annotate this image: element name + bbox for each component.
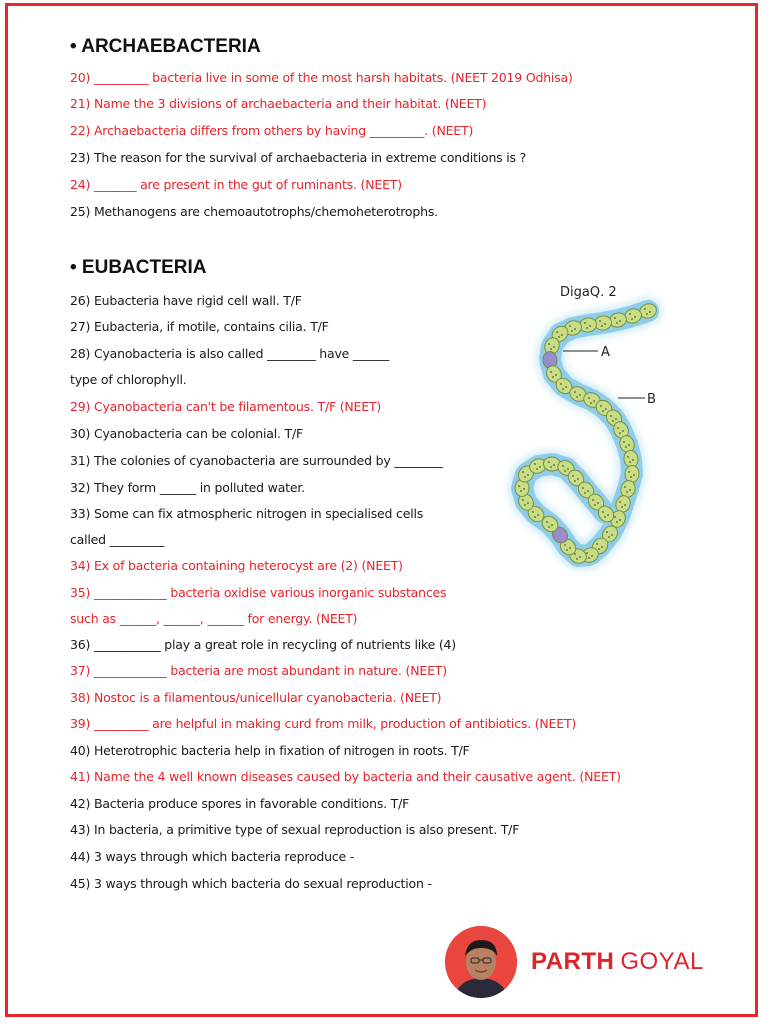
brand-name (531, 948, 704, 976)
question-39: 39) _________ are helpful in making curd from milk, production of antibiotics. (NEET) (70, 716, 577, 731)
cell-granule (605, 408, 607, 410)
cell-granule (606, 531, 608, 533)
cell-granule (523, 488, 525, 490)
cell-granule (574, 553, 576, 555)
cell-granule (616, 521, 618, 523)
cell-granule (567, 468, 569, 470)
cell-granule (571, 330, 573, 332)
cell-granule (629, 313, 631, 315)
cell-granule (527, 474, 529, 476)
cell-granule (598, 548, 600, 550)
cell-granule (610, 415, 612, 417)
question-30: 30) Cyanobacteria can be colonial. T/F (70, 426, 303, 441)
cell-granule (574, 328, 576, 330)
cell-granule (631, 318, 633, 320)
question-22: 22) Archaebacteria differs from others by having _________. (NEET) (70, 123, 474, 138)
cell-granule (558, 336, 560, 338)
cell-granule (536, 468, 538, 470)
question-40: 40) Heterotrophic bacteria help in fixation of nitrogen in roots. T/F (70, 743, 470, 758)
cell-granule (518, 485, 520, 487)
cell-granule (629, 461, 631, 463)
cell-granule (576, 558, 578, 560)
cell-granule (572, 475, 574, 477)
cell-granule (588, 397, 590, 399)
cell-granule (619, 501, 621, 503)
cell-granule (565, 386, 567, 388)
question-45: 45) 3 ways through which bacteria do sexual reproduction - (70, 876, 432, 891)
question-37: 37) ____________ bacteria are most abundant in nature. (NEET) (70, 663, 447, 678)
cell-granule (625, 446, 627, 448)
cell-granule (569, 547, 571, 549)
question-24: 24) _______ are present in the gut of ruminants. (NEET) (70, 177, 402, 192)
question-34: 34) Ex of bacteria containing heterocyst are (2) (NEET) (70, 558, 403, 573)
cell-granule (607, 514, 609, 516)
question-32: 32) They form ______ in polluted water. (70, 480, 305, 495)
question-35-continued: such as ______, ______, ______ for energy. (NEET) (70, 611, 358, 626)
cell-granule (562, 388, 564, 390)
cell-granule (589, 325, 591, 327)
cell-granule (646, 313, 648, 315)
cell-granule (552, 376, 554, 378)
section-title-archaebacteria: • ARCHAEBACTERIA (70, 36, 261, 57)
diagram-label-b: B (647, 392, 656, 407)
section-title-eubacteria: • EUBACTERIA (70, 257, 207, 278)
cell-granule (634, 316, 636, 318)
cell-granule (561, 334, 563, 336)
cell-granule (599, 320, 601, 322)
question-28: 28) Cyanobacteria is also called ________ have ______ (70, 346, 390, 361)
cell-granule (586, 327, 588, 329)
cell-granule (632, 459, 634, 461)
cell-granule (564, 544, 566, 546)
cell-granule (584, 322, 586, 324)
diagram-caption: DigaQ. 2 (560, 285, 617, 300)
cell-granule (627, 456, 629, 458)
question-33: 33) Some can fix atmospheric nitrogen in specialised cells (70, 506, 424, 521)
cell-granule (548, 526, 550, 528)
cell-granule (527, 502, 529, 504)
cell-granule (594, 504, 596, 506)
cell-granule (601, 325, 603, 327)
cell-granule (562, 465, 564, 467)
cell-granule (621, 506, 623, 508)
cell-granule (534, 463, 536, 465)
cell-granule (537, 514, 539, 516)
cell-granule (611, 534, 613, 536)
cell-granule (624, 504, 626, 506)
cell-granule (576, 396, 578, 398)
question-41: 41) Name the 4 well known diseases caused by bacteria and their causative agent. (NEET) (70, 769, 621, 784)
cell-granule (522, 499, 524, 501)
cell-granule (550, 466, 552, 468)
cell-granule (619, 320, 621, 322)
cell-granule (548, 343, 550, 345)
question-29: 29) Cyanobacteria can't be filamentous. T/F (NEET) (70, 399, 382, 414)
cell-granule (630, 476, 632, 478)
question-43: 43) In bacteria, a primitive type of sexual reproduction is also present. T/F (70, 822, 520, 837)
cell-granule (522, 471, 524, 473)
cell-granule (614, 317, 616, 319)
brand-badge (445, 925, 735, 999)
cell-granule (626, 491, 628, 493)
cell-granule (649, 311, 651, 313)
cell-granule (591, 555, 593, 557)
question-20: 20) _________ bacteria live in some of the most harsh habitats. (NEET 2019 Odhisa) (70, 70, 573, 85)
question-35: 35) ____________ bacteria oxidise various inorganic substances (70, 585, 447, 600)
cell-granule (588, 557, 590, 559)
author-avatar (445, 926, 517, 998)
cell-granule (612, 420, 614, 422)
question-38: 38) Nostoc is a filamentous/unicellular cyanobacteria. (NEET) (70, 690, 442, 705)
cell-granule (569, 325, 571, 327)
question-27: 27) Eubacteria, if motile, contains cilia. T/F (70, 319, 329, 334)
cell-granule (582, 487, 584, 489)
cell-granule (622, 430, 624, 432)
question-44: 44) 3 ways through which bacteria reproduce - (70, 849, 355, 864)
brand-first-name: PARTH (531, 948, 615, 975)
cell-granule (560, 383, 562, 385)
question-42: 42) Bacteria produce spores in favorable conditions. T/F (70, 796, 410, 811)
cell-granule (553, 346, 555, 348)
cell-granule (623, 441, 625, 443)
cell-granule (574, 391, 576, 393)
cell-granule (564, 470, 566, 472)
cell-granule (628, 471, 630, 473)
cell-granule (593, 400, 595, 402)
cell-granule (633, 474, 635, 476)
cell-granule (615, 418, 617, 420)
cell-granule (602, 511, 604, 513)
question-21: 21) Name the 3 divisions of archaebacteria and their habitat. (NEET) (70, 96, 487, 111)
cell-granule (553, 464, 555, 466)
cell-granule (579, 394, 581, 396)
question-28-continued: type of chlorophyll. (70, 372, 187, 387)
cell-granule (592, 499, 594, 501)
brand-last-name: GOYAL (620, 948, 704, 975)
cell-granule (546, 521, 548, 523)
question-31: 31) The colonies of cyanobacteria are surrounded by ________ (70, 453, 443, 468)
cell-granule (604, 323, 606, 325)
cell-granule (539, 466, 541, 468)
cell-granule (555, 374, 557, 376)
cell-granule (616, 322, 618, 324)
cell-granule (601, 546, 603, 548)
cell-granule (532, 511, 534, 513)
cell-granule (584, 492, 586, 494)
cell-granule (586, 552, 588, 554)
question-36: 36) ___________ play a great role in recycling of nutrients like (4) (70, 637, 456, 652)
cell-granule (619, 519, 621, 521)
cell-granule (550, 371, 552, 373)
question-26: 26) Eubacteria have rigid cell wall. T/F (70, 293, 302, 308)
cell-granule (629, 489, 631, 491)
cell-granule (597, 502, 599, 504)
cell-granule (566, 549, 568, 551)
cell-granule (590, 402, 592, 404)
cell-granule (524, 476, 526, 478)
cell-granule (644, 308, 646, 310)
cell-granule (556, 331, 558, 333)
cell-granule (604, 516, 606, 518)
question-23: 23) The reason for the survival of archaebacteria in extreme conditions is ? (70, 150, 527, 165)
cell-granule (596, 543, 598, 545)
cell-granule (577, 478, 579, 480)
cell-granule (608, 536, 610, 538)
cell-granule (551, 524, 553, 526)
cell-granule (550, 348, 552, 350)
cyanobacteria-filament-diagram (500, 278, 670, 588)
question-33-continued: called _________ (70, 532, 165, 547)
cell-granule (600, 405, 602, 407)
cell-granule (619, 432, 621, 434)
cell-granule (624, 486, 626, 488)
cell-granule (548, 461, 550, 463)
cell-granule (628, 444, 630, 446)
diagram-label-a: A (601, 345, 610, 360)
cell-granule (574, 480, 576, 482)
cell-granule (617, 427, 619, 429)
cell-granule (520, 490, 522, 492)
question-25: 25) Methanogens are chemoautotrophs/chemoheterotrophs. (70, 204, 438, 219)
cell-granule (614, 516, 616, 518)
cell-granule (579, 556, 581, 558)
cell-granule (524, 504, 526, 506)
cell-granule (587, 490, 589, 492)
cell-granule (602, 410, 604, 412)
cell-granule (534, 516, 536, 518)
